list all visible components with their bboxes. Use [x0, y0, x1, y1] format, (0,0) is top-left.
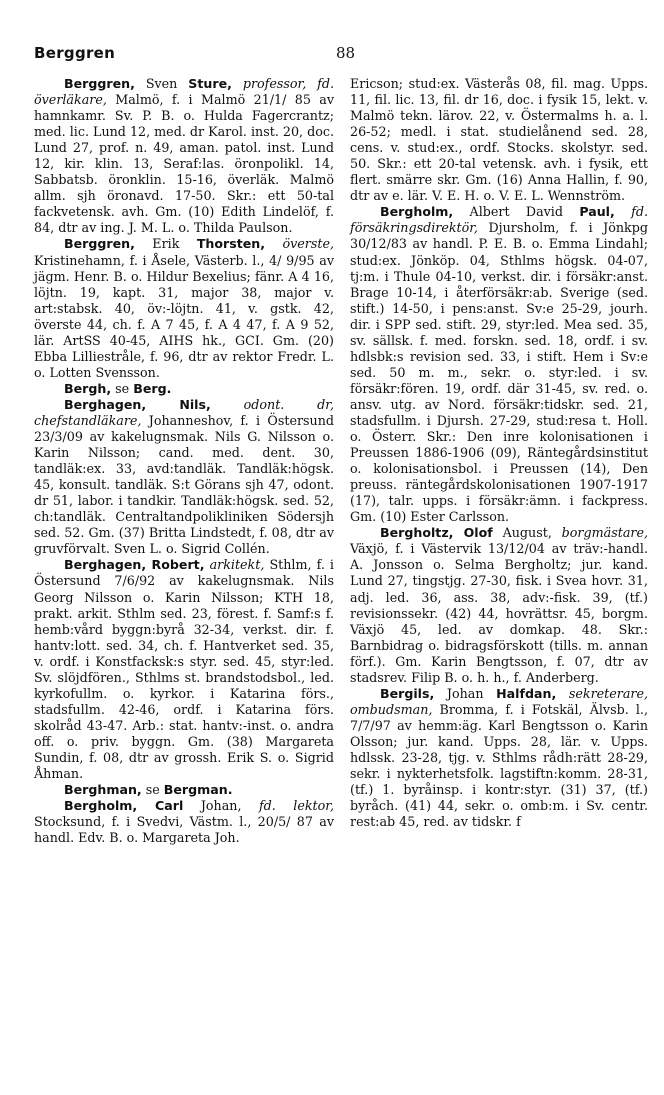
entry-continuation — [350, 76, 648, 204]
biographical-entry — [34, 76, 334, 236]
entry-title: arkitekt, — [209, 557, 265, 573]
entry-name: Berggren, — [64, 236, 135, 252]
entry-text: Ericson; stud:ex. Västerås 08, fil. mag. Upps. 11, fil. lic. 13, fil. dr 16, doc. i fysik 15, lekt. v. Malmö tekn. lärov. 22, v. Östermalms h. a. l. 26-52; medl. i stat. studielånend sed. 28, cens. v. stud:ex., ordf. Stocks. skolstyr. sed. 50. Skr.: ett 20-tal vetensk. avh. i fysik, ett flert. smärre skr. Gm. (16) Anna Hallin, f. 90, dtr av e. lär. V. E. H. o. V. E. L. Wennström. — [350, 76, 648, 204]
entry-name: Paul, — [579, 204, 615, 220]
page-header — [34, 44, 634, 66]
entry-title: borgmästare, — [561, 525, 648, 541]
entry-text: August, — [492, 525, 562, 541]
entry-text: Johanneshov, f. i Östersund 23/3/09 av kakelugnsmak. Nils G. Nilsson o. Karin Nilsson; cand. med. dent. 30, tandläk:ex. 33, avd:tandläk. Tandläk:högsk. 45, konsult. tandläk. S:t Görans sjh 47, odont. dr 51, labor. i tandkir. Tandläk:högsk. sed. 52, ch:tandläk. Centraltandpolikliniken Södersjh sed. 52. Gm. (37) Britta Lindstedt, f. 08, dtr av gruvförvalt. Sven L. o. Sigrid Collén. — [34, 412, 334, 557]
entry-name: Bergh, — [64, 380, 112, 396]
biographical-entry — [34, 798, 334, 846]
biographical-entry — [34, 782, 334, 798]
entry-text — [265, 236, 282, 251]
biographical-entry — [350, 204, 648, 525]
entry-text — [556, 686, 569, 701]
entry-text: Djursholm, f. i Jönkpg 30/12/83 av handl. P. E. B. o. Emma Lindahl; stud:ex. Jönköp. 04, Sthlms högsk. 04-07, tj:m. i Thule 04-10, verkst. dir. i försäkr:anst. Brage 10-14, i återförsäkr:ab. Sverige (sed. stift.) 14-50, i pens:anst. Sv:e 25-29, jourh. dir. i SPP sed. stift. 29, styr:led. Mea sed. 35, sv. sällsk. f. med. forskn. sed. 18, ordf. i sv. hdlsbk:s revision sed. 33, i stift. Hem i Sv:e sed. 50 m. m., sekr. o. styr:led. i sv. försäkr:fören. 19, ordf. där 31-45, sv. red. o. ansv. utg. av Nord. försäkr:tidskr. sed. 21, stadsfullm. i Djursh. 27-29, stud:resa t. Holl. o. Österr. Skr.: Den inre kolonisationen i Preussen 1886-1906 (09), Räntegårdsinstitut o. kolonisationsbol. i Preussen (14), Den preuss. räntegårdskolonisationen 1907-1917 (17), talr. upps. i försäkr:ämn. i fackpress. Gm. (10) Ester Carlsson. — [350, 220, 648, 525]
entry-name: Bergman. — [163, 782, 233, 798]
entry-name: Berggren, — [64, 76, 135, 91]
entry-name: Thorsten, — [196, 236, 266, 252]
biographical-entry — [350, 686, 648, 830]
biographical-entry — [34, 236, 334, 380]
entry-text: Kristinehamn, f. i Åsele, Västerb. l., 4/ 9/95 av jägm. Henr. B. o. Hildur Bexelius; fänr. A 4 16, löjtn. 19, kapt. 31, major 38, major v. art:stabsk. 40, öv:-löjtn. 41, v. gstk. 42, överste 44, ch. f. A 7 45, f. A 4 47, f. A 9 52, lär. ArtSS 40-45, AIHS hk., GCI. Gm. (20) Ebba Lilliestråle, f. 96, dtr av rektor Fredr. L. o. Lotten Svensson. — [34, 252, 334, 380]
entry-text: Malmö, f. i Malmö 21/1/ 85 av hamnkamr. Sv. P. B. o. Hulda Fagercrantz; med. lic. Lund 12, med. dr Karol. inst. 20, doc. Lund 27, prof. n. 49, aman. patol. inst. Lund 12, kir. klin. 13, Seraf:las. öronpolikl. 14, Sabbatsb. öronklin. 15-16, överläk. Malmö allm. sjh öronavd. 17-50. Skr.: ett 50-tal fackvetensk. avh. Gm. (10) Edith Lindelöf, f. 84, dtr av ing. J. M. L. o. Thilda Paulson. — [34, 92, 334, 236]
entry-text: Växjö, f. i Västervik 13/12/04 av träv:-handl. A. Jonsson o. Selma Bergholtz; jur. kand. Lund 27, tingstjg. 27-30, fisk. i Svea hovr. 31, adj. led. 36, ass. 38, adv:-fisk. 39, (tf.) revisionssekr. (42) 44, hovrättsr. 45, borgm. Växjö 45, led. av domkap. 48. Skr.: Barnbidrag o. bidragsförskott (tills. m. annan förf.). Gm. Karin Bengtsson, f. 07, dtr av stadsrev. Filip B. o. h. h., f. Anderberg. — [350, 541, 648, 685]
entry-title: fd. försäkringsdirektör, — [350, 204, 648, 236]
biographical-entry — [350, 525, 648, 685]
left-column — [34, 76, 334, 846]
entry-name: Bergils, — [380, 685, 435, 701]
entry-text: Erik — [134, 236, 197, 252]
entry-text: Albert David — [453, 204, 580, 220]
page-number: 88 — [336, 44, 356, 62]
entry-name: Bergholm, Carl — [64, 798, 184, 814]
entry-name: Berg. — [133, 380, 172, 396]
running-head-title: Berggren — [34, 44, 116, 62]
entry-text — [232, 76, 243, 91]
entry-text — [615, 204, 631, 219]
entry-text: Johan, — [183, 798, 259, 814]
entry-name: Bergholtz, Olof — [380, 525, 493, 541]
entry-text: Stocksund, f. i Svedvi, Västm. l., 20/5/ 87 av handl. Edv. B. o. Margareta Joh. — [34, 814, 334, 846]
biographical-entry — [34, 381, 334, 397]
entry-text: Bromma, f. i Fotskäl, Älvsb. l., 7/7/97 av hemm:äg. Karl Bengtsson o. Karin Olsson; jur. kand. Upps. 28, lär. v. Upps. hdlssk. 23-28, tjg. v. Sthlms rådh:rätt 28-29, sekr. i nykterhetsfolk. lagstiftn:komm. 28-31, (tf.) 1. byråinsp. i kontr:styr. (31) 37, (tf.) byråch. (41) 44, sekr. o. omb:m. i Sv. centr. rest:ab 45, red. av tidskr. f — [350, 701, 648, 830]
entry-text — [211, 397, 244, 412]
entry-title: professor, fd. överläkare, — [34, 76, 334, 108]
entry-text: se — [141, 782, 164, 798]
entry-text: Sven — [134, 76, 189, 91]
entry-title: fd. lektor, — [258, 798, 334, 814]
biographical-entry — [34, 557, 334, 782]
entry-name: Bergholm, — [380, 204, 454, 220]
entry-name: Berghagen, Nils, — [64, 396, 211, 412]
right-column — [350, 76, 648, 830]
entry-text: Johan — [434, 685, 497, 701]
entry-text: Sthlm, f. i Östersund 7/6/92 av kakelugnsmak. Nils Georg Nilsson o. Karin Nilsson; KTH 18, prakt. arkit. Sthlm sed. 23, förest. f. Samf:s f. hemb:vård byggn:byrå 32-34, verkst. dir. f. hantv:lott. sed. 34, ch. f. Hantverket sed. 35, v. ordf. i Konstfacksk:s styr. sed. 45, styr:led. Sv. slöjdfören., Sthlms st. brandstodsbol., led. kyrkofullm. o. kyrkor. i Katarina förs., stadsfullm. 42-46, ordf. i Katarina förs. skolråd 43-47. Arb.: stat. hantv:-inst. o. andra off. o. priv. byggn. Gm. (38) Margareta Sundin, f. 08, dtr av grossh. Erik S. o. Sigrid Åhman. — [34, 557, 334, 782]
entry-title: överste, — [282, 236, 334, 252]
biographical-entry — [34, 397, 334, 557]
entry-title: odont. dr, chefstandläkare, — [34, 396, 334, 428]
entry-title: sekreterare, ombudsman, — [350, 685, 648, 717]
entry-text: se — [111, 380, 134, 396]
entry-name: Berghagen, Robert, — [64, 557, 205, 573]
entry-name: Halfdan, — [496, 685, 557, 701]
entry-name: Sture, — [188, 76, 232, 91]
entry-name: Berghman, — [64, 782, 142, 798]
